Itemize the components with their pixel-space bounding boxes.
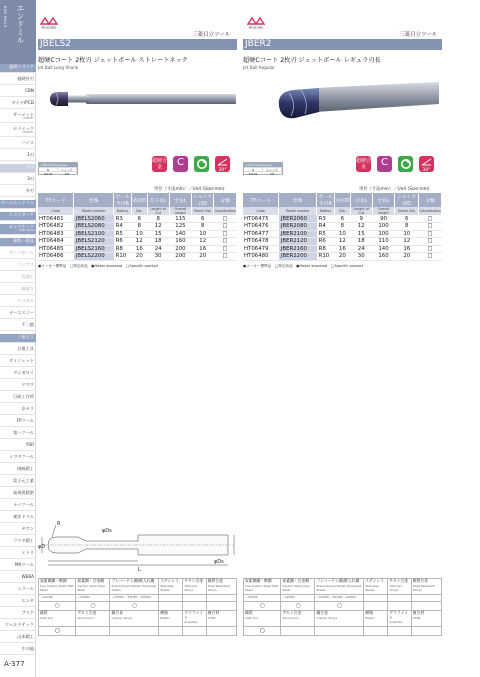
table-cell: 140 (169, 230, 192, 238)
material-header: 炭素鋼鋼・軟鋼 Low Carbon Steel Mild Steel (244, 579, 281, 595)
table-cell: R10 (114, 253, 132, 261)
sidebar-item[interactable]: 多刃 (0, 188, 36, 197)
material-header: 鋳鉄 Cast Iron (39, 611, 76, 627)
table-cell: HT06479 (243, 245, 279, 253)
material-header: 炭素鋼・合金鋼 Carbon Steel Alloy Steel (76, 579, 110, 595)
table-cell: 18 (147, 238, 169, 246)
table-cell: 15 (147, 230, 169, 238)
legend-note: ●メーカー標準品 □特定商品 ●Maker standard □Specific product (243, 264, 364, 268)
sidebar-item[interactable]: ウェルドテック (0, 622, 36, 631)
column-subheader: Code (38, 207, 74, 215)
table-cell: R5 (317, 230, 335, 238)
table-cell: 24 (350, 245, 372, 253)
sidebar-item[interactable]: ハイス (0, 140, 36, 149)
table-cell: 110 (372, 238, 395, 246)
sidebar-item[interactable]: 1刃 (0, 152, 36, 161)
table-cell: JBER2120 (279, 238, 317, 246)
table-cell: R5 (114, 230, 132, 238)
sidebar-item[interactable]: ダイジェット (0, 358, 36, 367)
page-number: A-377 (4, 660, 25, 668)
legend-note: ●メーカー標準品 □特定商品 ●Maker standard □Specific product (38, 264, 159, 268)
table-cell: R10 (317, 253, 335, 261)
column-header: 全長L (169, 193, 192, 207)
helix-angle-badge: 30° (215, 156, 230, 172)
table-cell: □ (214, 230, 237, 238)
product-description-en: Jet Ball Regular (243, 65, 275, 70)
sidebar-item[interactable]: テーパボール (0, 250, 36, 259)
sidebar-item[interactable]: 岡崎精工 (0, 466, 36, 475)
material-table-left (38, 578, 237, 636)
neck-dia-label: φDs (102, 528, 112, 534)
hardness-cell: ~50HRC ~55HRC ~60HRC (110, 595, 159, 602)
table-cell: 10 (131, 230, 147, 238)
suitability-mark: ○ (281, 602, 315, 611)
column-subheader: Shank Dia. (193, 209, 212, 213)
coating-icon (194, 156, 209, 172)
table-cell: □ (214, 223, 237, 231)
table-cell: 10 (334, 230, 350, 238)
tool-image (46, 80, 236, 120)
table-cell: R8 (114, 245, 132, 253)
sidebar-item[interactable]: 日進工具 (0, 346, 36, 355)
sidebar-item[interactable]: タンガロイ (0, 370, 36, 379)
material-header: 複合材 CFRP (411, 611, 441, 627)
table-cell: 16 (395, 245, 419, 253)
material-header: チタン合金 Titanium Alloys (388, 579, 411, 595)
table-cell: □ (214, 215, 237, 223)
table-cell: □ (214, 238, 237, 246)
column-header: ボール半径R (115, 195, 130, 207)
column-subheader: Overall length (372, 207, 395, 215)
column-header: TYコード (243, 193, 279, 207)
table-cell: JBELS2160 (74, 245, 114, 253)
carbide-badge: 超硬合金 (152, 158, 168, 170)
material-header: 複合材 CFRP (206, 611, 236, 627)
material-header: 鋳鉄 Cast Iron (244, 611, 281, 627)
table-cell: □ (419, 253, 442, 261)
maker-name: 三菱日立ツール (192, 32, 231, 38)
sidebar-item[interactable]: 3刃 (0, 176, 36, 185)
index-sidebar (0, 0, 36, 677)
unit-note: 単位（寸法mm）／Unit (Size:mm) (359, 187, 430, 192)
table-cell: 200 (169, 245, 192, 253)
table-cell: HT06480 (243, 253, 279, 261)
sidebar-subtitle: END MILLS (3, 6, 7, 28)
column-header: 刃長L (350, 193, 372, 207)
sidebar-item[interactable]: ロングネック LONG NECK (0, 224, 36, 235)
dia-label: φD (38, 544, 46, 550)
table-cell: 16 (334, 245, 350, 253)
sidebar-item[interactable]: YSR (0, 442, 36, 451)
table-cell: 100 (372, 230, 395, 238)
sidebar-item[interactable]: CBN (0, 88, 36, 97)
table-cell: 15 (350, 230, 372, 238)
sidebar-item[interactable]: 京セラ (0, 406, 36, 415)
column-subheader: Classification (214, 209, 236, 213)
sidebar-item[interactable]: 荒加工 (0, 274, 36, 283)
column-header: 全長L (372, 193, 395, 207)
table-cell: 12 (192, 238, 214, 246)
sidebar-item[interactable]: セラミック CERAMIC (0, 126, 36, 137)
sidebar-item[interactable]: スタンダード (0, 212, 36, 221)
sidebar-item[interactable]: ギケン (0, 526, 36, 535)
table-cell: 8 (334, 223, 350, 231)
suitability-mark (388, 627, 411, 636)
table-cell: 8 (395, 223, 419, 231)
shank-dia-label: φDs (214, 559, 224, 565)
table-cell: 20 (131, 253, 147, 261)
material-header: 銅合金 Copper Alloys (110, 611, 159, 627)
table-cell: □ (419, 245, 442, 253)
table-cell: 20 (192, 253, 214, 261)
material-table-right (243, 578, 442, 636)
suitability-mark: ○ (76, 602, 110, 611)
suitability-mark: ○ (244, 627, 281, 636)
suitability-mark (159, 627, 183, 636)
hardness-cell (388, 595, 411, 602)
sidebar-item[interactable]: 三菱日立 (0, 334, 36, 343)
suitability-mark (110, 627, 159, 636)
helix-angle-badge: 30° (419, 156, 434, 172)
sidebar-item[interactable]: 高周波精密 (0, 490, 36, 499)
table-cell: JBER2160 (279, 245, 317, 253)
material-header: 炭素鋼・合金鋼 Carbon Steel Alloy Steel (281, 579, 315, 595)
table-cell: □ (419, 230, 442, 238)
table-cell: 6 (334, 215, 350, 223)
sidebar-item[interactable]: ダイヤ/PCD (0, 100, 36, 109)
sidebar-item[interactable]: ラジアス (0, 262, 36, 271)
maker-name: 三菱日立ツール (399, 32, 438, 38)
suitability-mark: ○ (110, 602, 159, 611)
table-row (243, 245, 442, 253)
column-header: 外径D (334, 193, 350, 207)
column-header: シャンク径D (395, 193, 419, 207)
sidebar-item[interactable]: ヘリカル (0, 298, 36, 307)
table-row (38, 238, 237, 246)
suitability-mark (206, 627, 236, 636)
svg-text:MOLDINO: MOLDINO (248, 25, 264, 29)
material-header: プレハードン鋼/焼入れ鋼 Prehardened Steels Hardened Steels (315, 579, 364, 595)
suitability-mark (183, 627, 206, 636)
column-subheader: Radius (317, 207, 335, 215)
column-header: 分類 (419, 193, 442, 207)
sidebar-item[interactable]: 複数一般品 (0, 238, 36, 247)
suitability-mark (281, 627, 315, 636)
material-header: チタン合金 Titanium Alloys (183, 579, 206, 595)
material-header: 樹脂 Plastic (159, 611, 183, 627)
sidebar-item[interactable]: フクダ精工 (0, 538, 36, 547)
table-cell: JBER2060 (279, 215, 317, 223)
table-cell: □ (214, 253, 237, 261)
column-header: 型番 (74, 193, 114, 207)
table-cell: 20 (334, 253, 350, 261)
table-cell: □ (214, 245, 237, 253)
table-cell: 100 (372, 223, 395, 231)
table-cell: HT06484 (38, 238, 74, 246)
c-coat-badge: C (173, 156, 188, 172)
material-header: アルミ合金 Aluminium (76, 611, 110, 627)
suitability-mark: ○ (244, 602, 281, 611)
table-row (243, 230, 442, 238)
table-cell: 8 (192, 223, 214, 231)
table-cell: JBELS2080 (74, 223, 114, 231)
table-cell: 10 (192, 230, 214, 238)
hardness-cell (364, 595, 388, 602)
table-cell: HT06478 (243, 238, 279, 246)
hardness-cell (206, 595, 236, 602)
suitability-mark: ○ (315, 602, 364, 611)
tolerance-box: 公差mm/Tolerance R シャンク ±0.01 h6 (38, 162, 78, 175)
table-cell: 12 (334, 238, 350, 246)
svg-text:MOLDINO: MOLDINO (41, 25, 57, 29)
column-header: 首下長L (147, 193, 169, 207)
sidebar-item[interactable]: 2刃 (0, 164, 36, 173)
spec-table (38, 193, 237, 261)
table-cell: □ (419, 223, 442, 231)
table-cell: 16 (131, 245, 147, 253)
table-cell: JBELS2100 (74, 230, 114, 238)
table-cell: 30 (350, 253, 372, 261)
material-header: 耐熱合金 Heat Resistant Alloys (206, 579, 236, 595)
material-header: グラファイト Graphite (388, 611, 411, 627)
column-subheader: Shank Dia. (395, 207, 419, 215)
table-cell: □ (419, 215, 442, 223)
column-subheader: Model number (74, 207, 114, 215)
table-cell: HT06486 (38, 253, 74, 261)
table-cell: HT06485 (38, 245, 74, 253)
table-cell: 9 (350, 215, 372, 223)
table-cell: □ (419, 238, 442, 246)
table-cell: HT06482 (38, 223, 74, 231)
column-subheader: Dia. (131, 207, 147, 215)
table-cell: 8 (131, 223, 147, 231)
column-header: 外径D (131, 193, 147, 207)
table-cell: HT06481 (38, 215, 74, 223)
series-title: JBER2 (243, 39, 442, 50)
suitability-mark: ○ (39, 602, 76, 611)
suitability-mark (364, 627, 388, 636)
sidebar-item[interactable]: 超硬付刃 (0, 76, 36, 85)
column-subheader: Model number (279, 207, 317, 215)
table-cell: JBELS2060 (74, 215, 114, 223)
sidebar-item[interactable]: その他 (0, 646, 36, 655)
sidebar-item[interactable]: 面取り (0, 286, 36, 295)
column-subheader: Classification (419, 209, 441, 213)
carbide-badge: 超硬合金 (356, 158, 372, 170)
suitability-mark: ○ (39, 627, 76, 636)
table-header-row (243, 193, 442, 207)
suitability-mark (411, 627, 441, 636)
sidebar-item[interactable]: オーエスジー (0, 310, 36, 319)
material-header: 樹脂 Plastic (364, 611, 388, 627)
hardness-cell (411, 595, 441, 602)
table-cell: R3 (114, 215, 132, 223)
hardness-cell: ~40HRC (281, 595, 315, 602)
hardness-cell: ~150HB (39, 595, 76, 602)
table-row (243, 215, 442, 223)
table-row (38, 245, 237, 253)
table-cell: R4 (317, 223, 335, 231)
suitability-mark (315, 627, 364, 636)
table-cell: 12 (147, 223, 169, 231)
moldino-logo-icon (245, 17, 267, 29)
c-coat-badge: C (377, 156, 392, 172)
column-subheader: Length of Cut (147, 207, 169, 215)
table-row (243, 253, 442, 261)
table-cell: 160 (372, 253, 395, 261)
sidebar-item[interactable]: ヤマワ (0, 382, 36, 391)
table-cell: JBELS2120 (74, 238, 114, 246)
table-cell: 140 (372, 245, 395, 253)
table-cell: 30 (147, 253, 169, 261)
hardness-cell: ~150HB (244, 595, 281, 602)
table-cell: 8 (147, 215, 169, 223)
sidebar-item[interactable]: 不二越 (0, 322, 36, 331)
table-cell: JBER2080 (279, 223, 317, 231)
table-cell: 20 (395, 253, 419, 261)
sidebar-item[interactable]: 東洋ドリル (0, 514, 36, 523)
sidebar-item[interactable]: 第一ツール (0, 430, 36, 439)
table-cell: R4 (114, 223, 132, 231)
column-header: 型番 (279, 193, 317, 207)
table-row (38, 230, 237, 238)
radius-label: R (57, 521, 61, 527)
sidebar-item[interactable]: サーメット CERMET (0, 112, 36, 123)
hardness-cell (183, 595, 206, 602)
sidebar-item[interactable]: ミラール (0, 586, 36, 595)
table-cell: HT06476 (243, 223, 279, 231)
sidebar-title: エンドミル (16, 4, 25, 44)
table-cell: 12 (350, 223, 372, 231)
table-subheader-row (243, 207, 442, 215)
unit-note: 単位（寸法mm）／Unit (Size:mm) (154, 187, 225, 192)
table-cell: 6 (192, 215, 214, 223)
column-header: 分類 (214, 193, 237, 207)
table-cell: 6 (131, 215, 147, 223)
column-subheader: Code (243, 207, 279, 215)
column-header: TYコード (38, 193, 74, 207)
sidebar-item[interactable]: 日研工作所 (0, 394, 36, 403)
sidebar-item[interactable]: イワタツール (0, 454, 36, 463)
table-cell: HT06475 (243, 215, 279, 223)
sidebar-header (0, 0, 36, 64)
sidebar-item[interactable]: FPツール (0, 418, 36, 427)
product-description: 超硬Cコート 2枚刃 ジェットボール レギュラ刃長 (243, 57, 381, 64)
sidebar-item[interactable]: 富士元工業 (0, 478, 36, 487)
table-subheader-row (38, 207, 237, 215)
column-header: ボール半径R (318, 195, 333, 207)
dimension-drawing (38, 515, 238, 575)
sidebar-item[interactable]: 山本精工 (0, 634, 36, 643)
tool-image (275, 78, 439, 124)
table-cell: HT06483 (38, 230, 74, 238)
table-cell: 18 (350, 238, 372, 246)
length-label: L (138, 567, 141, 573)
spec-table (243, 193, 442, 261)
material-header: 耐熱合金 Heat Resistant Alloys (411, 579, 441, 595)
column-subheader: Radius (114, 207, 132, 215)
sidebar-item[interactable]: ブリケ (0, 610, 36, 619)
series-title: JBELS2 (38, 39, 237, 50)
sidebar-item[interactable]: MAツール (0, 562, 36, 571)
product-description: 超硬Cコート 2枚刃 ジェットボール ストレートネック (38, 57, 188, 64)
table-cell: 24 (147, 245, 169, 253)
table-cell: 125 (169, 223, 192, 231)
table-row (243, 238, 442, 246)
hardness-cell: ~40HRC (76, 595, 110, 602)
table-cell: R8 (317, 245, 335, 253)
suitability-mark (76, 627, 110, 636)
table-header-row (38, 193, 237, 207)
table-cell: 115 (169, 215, 192, 223)
column-subheader: Dia. (334, 207, 350, 215)
table-cell: 90 (372, 215, 395, 223)
table-cell: JBER2200 (279, 253, 317, 261)
material-header: アルミ合金 Aluminium (281, 611, 315, 627)
table-row (243, 223, 442, 231)
table-cell: 16 (192, 245, 214, 253)
material-header: プレハードン鋼/焼入れ鋼 Prehardened Steels Hardened Steels (110, 579, 159, 595)
tolerance-box: 公差mm/Tolerance R シャンク ±0.01 h6 (243, 162, 283, 175)
sidebar-item[interactable]: ボールエンドミル (0, 200, 36, 209)
hardness-cell (159, 595, 183, 602)
table-cell: 10 (395, 230, 419, 238)
material-header: ステンレス Stainless Steels (159, 579, 183, 595)
sidebar-item[interactable]: エンギ (0, 598, 36, 607)
sidebar-item[interactable]: WEBA (0, 574, 36, 583)
table-cell: 200 (169, 253, 192, 261)
table-cell: 160 (169, 238, 192, 246)
moldino-logo-icon (38, 17, 60, 29)
sidebar-item[interactable]: ミトリ (0, 550, 36, 559)
table-cell: 12 (395, 238, 419, 246)
column-header: シャンク径D (193, 195, 213, 207)
table-cell: JBER2100 (279, 230, 317, 238)
material-header: グラファイト Graphite (183, 611, 206, 627)
hardness-cell: ~50HRC ~55HRC ~60HRC (315, 595, 364, 602)
table-cell: JBELS2200 (74, 253, 114, 261)
material-header: 銅合金 Copper Alloys (315, 611, 364, 627)
column-subheader: Overall length (169, 207, 192, 215)
sidebar-item[interactable]: 超硬ソリッド (0, 64, 36, 73)
product-description-en: Jet Ball Long Shank (38, 65, 79, 70)
material-header: 炭素鋼鋼・軟鋼 Low Carbon Steel Mild Steel (39, 579, 76, 595)
table-cell: 6 (395, 215, 419, 223)
table-row (38, 215, 237, 223)
table-cell: R6 (317, 238, 335, 246)
sidebar-item[interactable]: ナノツール (0, 502, 36, 511)
table-cell: R6 (114, 238, 132, 246)
material-header: ステンレス Stainless Steels (364, 579, 388, 595)
table-cell: HT06477 (243, 230, 279, 238)
table-cell: 12 (131, 238, 147, 246)
table-cell: R3 (317, 215, 335, 223)
table-row (38, 223, 237, 231)
column-subheader: Length of Cut (350, 207, 372, 215)
coating-icon (398, 156, 413, 172)
table-row (38, 253, 237, 261)
